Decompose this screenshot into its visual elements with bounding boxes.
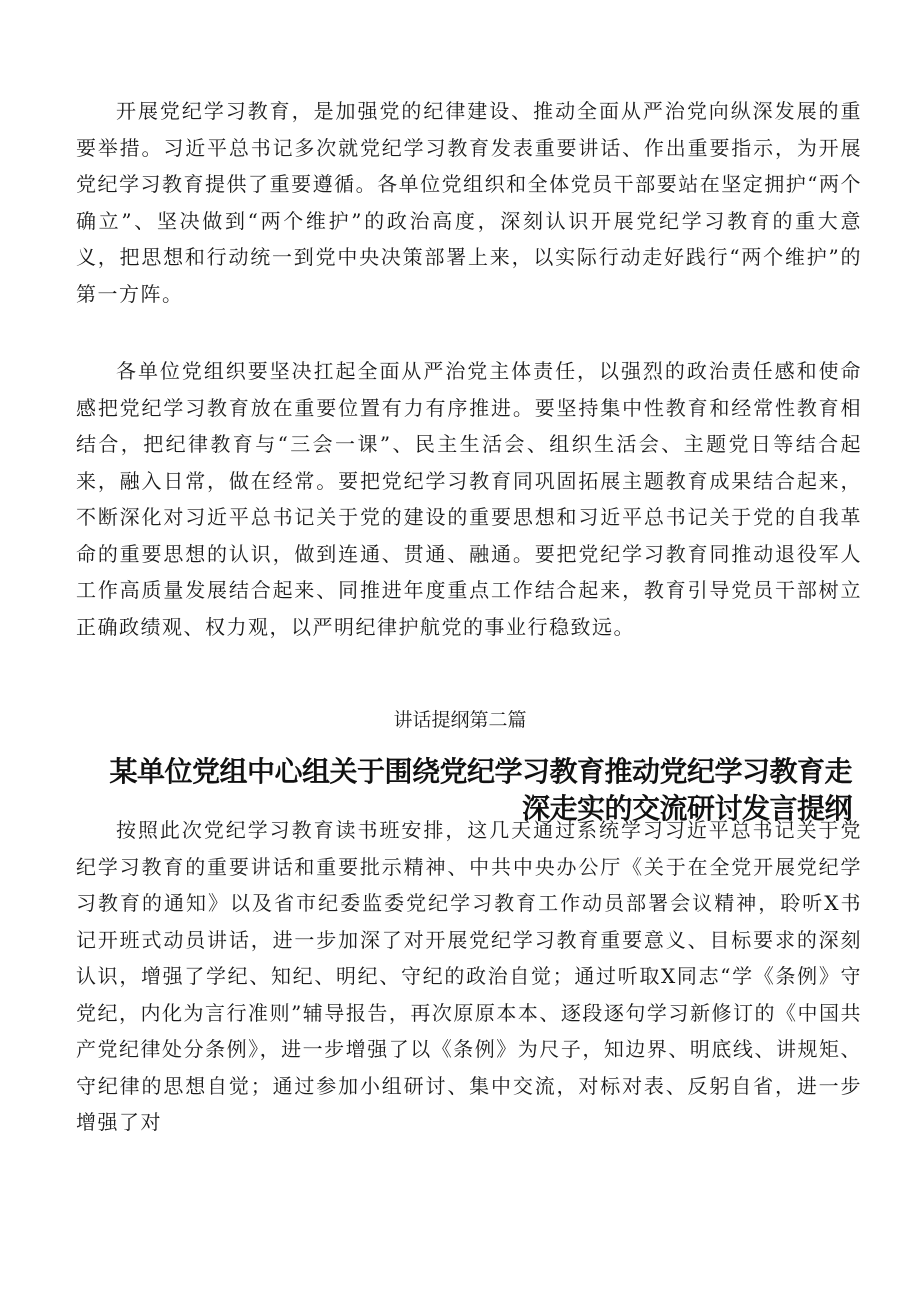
- document-title: 某单位党组中心组关于围绕党纪学习教育推动党纪学习教育走深走实的交流研讨发言提纲: [109, 755, 852, 825]
- body-paragraph: 开展党纪学习教育，是加强党的纪律建设、推动全面从严治党向纵深发展的重要举措。习近平总书记多次就党纪学习教育发表重要讲话、作出重要指示，为开展党纪学习教育提供了重要遵循。各单位党组织和全体党员干部要站在坚定拥护“两个确立”、坚决做到“两个维护”的政治高度，深刻认识开展党纪学习教育的重大意义，把思想和行动统一到党中央决策部署上来，以实际行动走好践行“两个维护”的第一方阵。: [76, 99, 862, 306]
- body-paragraph: 按照此次党纪学习教育读书班安排，这几天通过系统学习习近平总书记关于党纪学习教育的重要讲话和重要批示精神、中共中央办公厅《关于在全党开展党纪学习教育的通知》以及省市纪委监委党纪学习教育工作动员部署会议精神，聆听X书记开班式动员讲话，进一步加深了对开展党纪学习教育重要意义、目标要求的深刻认识，增强了学纪、知纪、明纪、守纪的政治自觉；通过听取X同志“学《条例》守党纪，内化为言行准则”辅导报告，再次原原本本、逐段逐句学习新修订的《中国共产党纪律处分条例》，进一步增强了以《条例》为尺子，知边界、明底线、讲规矩、守纪律的思想自觉；通过参加小组研讨、集中交流，对标对表、反躬自省，进一步增强了对: [76, 818, 862, 1134]
- section-label: 讲话提纲第二篇: [393, 709, 527, 731]
- body-paragraph: 各单位党组织要坚决扛起全面从严治党主体责任，以强烈的政治责任感和使命感把党纪学习教育放在重要位置有力有序推进。要坚持集中性教育和经常性教育相结合，把纪律教育与“三会一课”、民主生活会、组织生活会、主题党日等结合起来，融入日常，做在经常。要把党纪学习教育同巩固拓展主题教育成果结合起来，不断深化对习近平总书记关于党的建设的重要思想和习近平总书记关于党的自我革命的重要思想的认识，做到连通、贯通、融通。要把党纪学习教育同推动退役军人工作高质量发展结合起来、同推进年度重点工作结合起来，教育引导党员干部树立正确政绩观、权力观，以严明纪律护航党的事业行稳致远。: [76, 359, 862, 639]
